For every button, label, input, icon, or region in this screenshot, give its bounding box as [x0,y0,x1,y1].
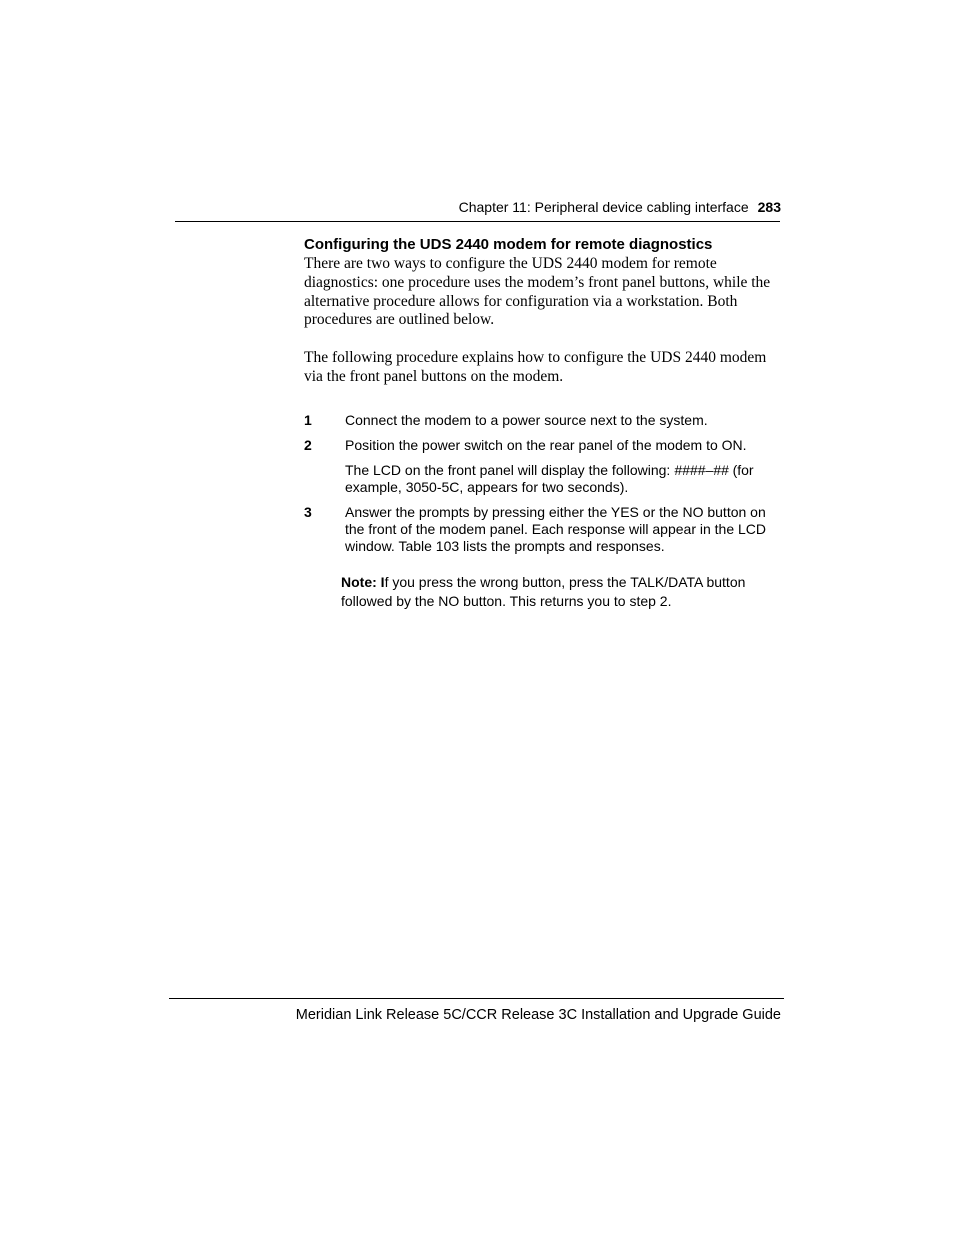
note-text: f you press the wrong button, press the TALK/DATA button followed by the NO button. This returns you to step 2. [341,574,746,609]
header-rule [175,221,780,222]
footer-rule [169,998,784,999]
footer-title: Meridian Link Release 5C/CCR Release 3C Installation and Upgrade Guide [295,1007,781,1023]
step-1-text: Connect the modem to a power source next to the system. [345,412,708,428]
step-2-text: Position the power switch on the rear panel of the modem to ON. [345,437,747,453]
note [341,573,781,611]
step-2-detail [345,462,775,496]
running-header [459,199,781,215]
chapter-title: Chapter 11: Peripheral device cabling interface [458,199,749,215]
step-1-number: 1 [304,412,312,428]
page-number: 283 [757,199,781,215]
step-2-number: 2 [304,437,312,453]
step-2-detail-tail: (for example, 3050-5C, appears for two seconds). [345,462,754,496]
note-label: Note: I [341,574,385,590]
step-3-text: Answer the prompts by pressing either the YES or the NO button on the front of the modem panel. Each response will appear in the LCD window. Table 103 lists the prompts and responses. [345,504,767,555]
procedure-intro-paragraph: The following procedure explains how to configure the UDS 2440 modem via the front panel buttons on the modem. [304,349,767,385]
step-2-detail-lead: The LCD on the front panel will display the following: [345,462,675,478]
section-heading: Configuring the UDS 2440 modem for remote diagnostics [304,236,713,253]
intro-paragraph: There are two ways to configure the UDS 2440 modem for remote diagnostics: one procedure uses the modem’s front panel buttons, while the alternative procedure allows for configuration via a workstation. Both procedures are outlined below. [304,255,771,329]
step-3-number: 3 [304,504,312,520]
lcd-display-code: ####–## [674,462,729,478]
